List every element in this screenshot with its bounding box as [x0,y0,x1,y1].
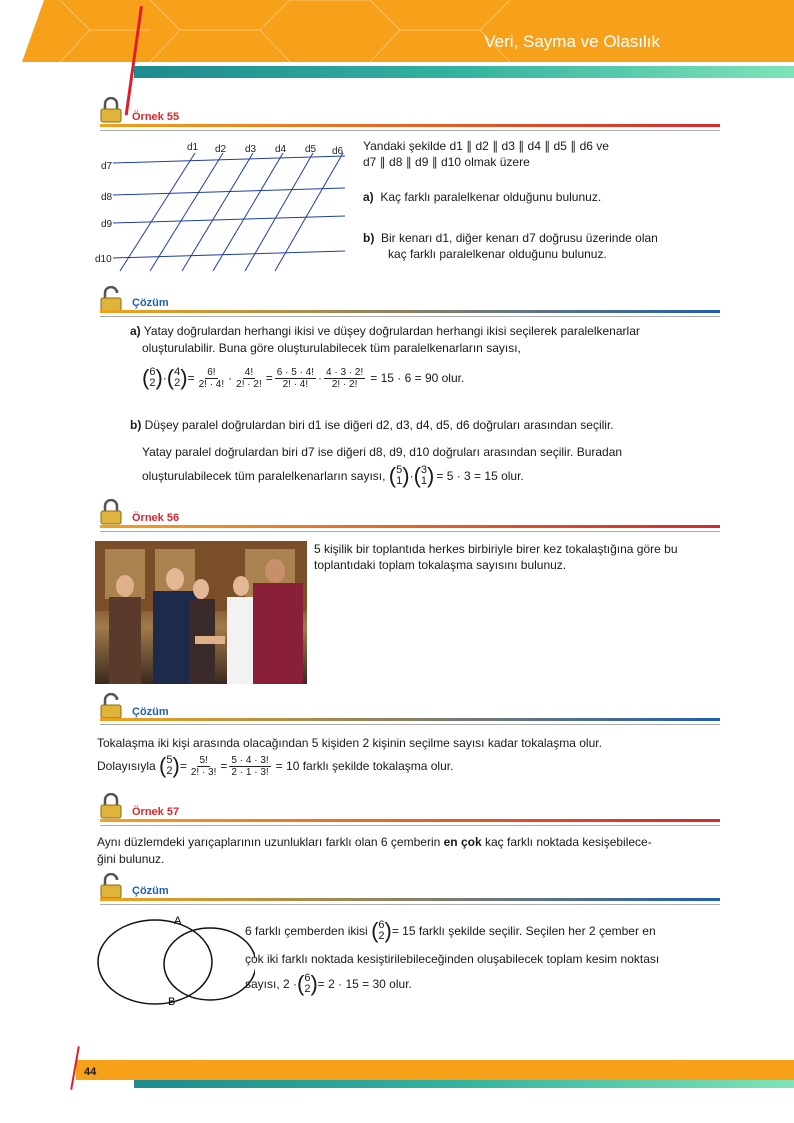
example-57-text2: ğini bulunuz. [97,852,165,866]
example-57-thin-bar [100,825,720,826]
example-55-line2: d7 ∥ d8 ∥ d9 ∥ d10 olmak üzere [363,155,530,169]
lock-open-icon [100,286,122,312]
question-b-tag: b) [363,231,375,245]
label-d1: d1 [187,142,199,153]
lock-open-icon [100,693,122,719]
example-57-text1: Aynı düzlemdeki yarıçaplarının uzunlukları farklı olan 6 çemberin en çok kaç farklı noktada kesişebilece- [97,835,652,849]
example-56-text2: toplantıdaki toplam tokalaşma sayısını bulunuz. [314,558,567,572]
solution-56-label: Çözüm [132,706,169,718]
example-56-text1: 5 kişilik bir toplantıda herkes birbiriyle birer kez tokalaştığına göre bu [314,542,678,556]
label-d4: d4 [275,144,287,155]
solution-57-line3: sayısı, 2 · ( 6 2 ) = 2 · 15 = 30 olur. [245,971,412,996]
solution-b-tag: b) [130,418,142,432]
question-a-tag: a) [363,190,374,204]
solution-a-line2: oluşturulabilir. Buna göre oluşturulabilecek tüm paralelkenarların sayısı, [142,341,521,355]
solution-55-bar [100,310,720,313]
solution-b-line2: Yatay paralel doğrulardan biri d7 ise diğeri d8, d9, d10 doğruları arasından seçilir. Buradan [142,445,623,459]
label-d6: d6 [332,146,344,157]
label-d10: d10 [95,254,112,265]
label-d8: d8 [101,192,113,203]
solution-57-line1: 6 farklı çemberden ikisi ( 6 2 ) = 15 farklı şekilde seçilir. Seçilen her 2 çember en [245,918,656,943]
parallel-lines-figure [95,138,355,273]
solution-55-thin-bar [100,316,720,317]
solution-56-bar [100,718,720,721]
question-b-text2: kaç farklı paralelkenar olduğunu bulunuz. [388,247,607,261]
solution-a-formula: ( 6 2 ) · ( 4 2 ) = $\frac{6!}{2! \cdot 4!}$ · $\frac{4!}{2! \cdot 2!}$ = $\frac{6 \cdot 5 \cdot 4!}{2! \cdot 4!}$ · $\frac{4 \cdot 3 \cdot 2!}{2! \cdot 2!}$ = 15 · 6 = 90 olur. [142,365,465,390]
example-55-line1: Yandaki şekilde d1 ∥ d2 ∥ d3 ∥ d4 ∥ d5 ∥ d6 ve [363,139,609,153]
header-title: Veri, Sayma ve Olasılık [484,32,660,51]
handshake-photo [95,541,307,684]
solution-b-line1: Düşey paralel doğrulardan biri d1 ise diğeri d2, d3, d4, d5, d6 doğruları arasından seçilir. [144,418,614,432]
solution-56-thin-bar [100,724,720,725]
footer-band [76,1060,794,1080]
label-d9: d9 [101,219,113,230]
solution-b-line3: oluşturulabilecek tüm paralelkenarların sayısı, [142,469,386,483]
lock-open-icon [100,873,122,899]
solution-a-line1: Yatay doğrulardan herhangi ikisi ve düşey doğrulardan herhangi ikisi seçilerek paralelkenarlar [143,324,640,338]
solution-b-formula: oluşturulabilecek tüm paralelkenarların sayısı, ( 5 1 ) · ( 3 1 ) = 5 · 3 = 15 olur. [142,463,524,488]
example-57-bar [100,819,720,822]
solution-55-label: Çözüm [132,297,169,309]
solution-57-thin-bar [100,904,720,905]
header-green-stripe [134,66,794,78]
example-57-label: Örnek 57 [132,806,180,818]
label-d7: d7 [101,161,113,172]
label-d2: d2 [215,144,227,155]
question-a-text: Kaç farklı paralelkenar olduğunu bulunuz. [380,190,602,204]
solution-56-line1: Tokalaşma iki kişi arasında olacağından 5 kişiden 2 kişinin seçilme sayısı kadar tokalaşma olur. [97,736,602,750]
example-56-thin-bar [100,531,720,532]
example-56-bar [100,525,720,528]
lock-icon [100,499,122,525]
lock-icon [100,793,122,819]
label-d3: d3 [245,144,257,155]
point-a-label: A [174,915,182,927]
solution-56-formula: Dolayısıyla ( 5 2 ) = $\frac{5!}{2! \cdot 3!}$ = $\frac{5 \cdot 4 \cdot 3!}{2 \cdot 1 \cdot 3!}$ = 10 farklı şekilde tokalaşma olur. [97,753,454,778]
point-b-label: B [168,996,176,1008]
example-56-label: Örnek 56 [132,512,180,524]
footer-green-stripe [134,1080,794,1088]
header-hex-pattern [0,0,794,62]
example-55-thin-bar [100,130,720,131]
question-b-text1: Bir kenarı d1, diğer kenarı d7 doğrusu üzerinde olan [381,231,658,245]
solution-a-tag: a) [130,324,141,338]
lock-icon [100,97,122,123]
solution-57-bar [100,898,720,901]
solution-57-line2: çok iki farklı noktada kesiştirilebileceğinden oluşabilecek toplam kesim noktası [245,952,660,966]
solution-57-label: Çözüm [132,885,169,897]
page-number: 44 [84,1066,97,1078]
label-d5: d5 [305,144,317,155]
two-circles-figure [95,912,255,1012]
example-55-bar [100,124,720,127]
example-55-label: Örnek 55 [132,111,180,123]
